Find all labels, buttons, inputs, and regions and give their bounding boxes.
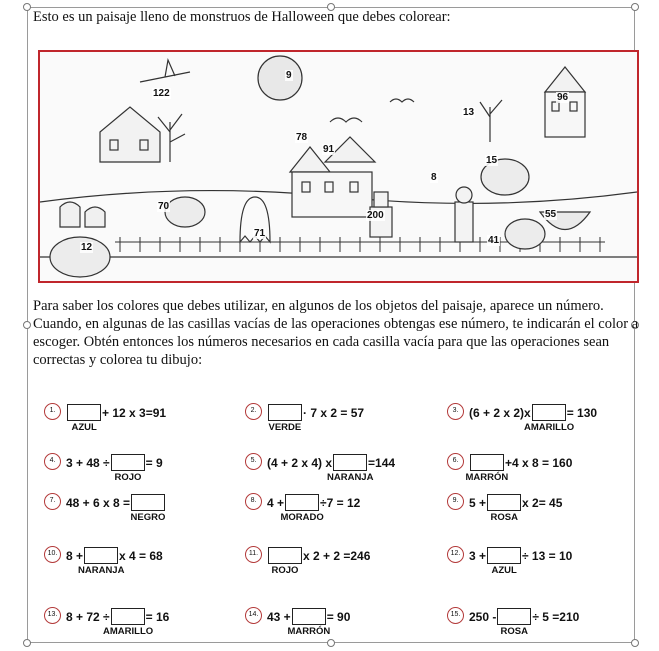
answer-box[interactable] <box>470 454 504 471</box>
operation-number-badge: 6. <box>447 453 464 470</box>
answer-box[interactable] <box>532 404 566 421</box>
color-label: ROSA <box>500 626 528 637</box>
answer-box[interactable] <box>111 454 145 471</box>
picture-number: 200 <box>367 210 384 221</box>
answer-box[interactable] <box>487 494 521 511</box>
picture-number: 9 <box>286 70 292 81</box>
operation-right-text: = 9 <box>145 455 163 470</box>
operation-left-text: 250 - <box>469 609 497 624</box>
operation-number-badge: 4. <box>44 453 61 470</box>
operation-expression <box>267 494 360 511</box>
operation-number-badge: 7. <box>44 493 61 510</box>
operation-expression <box>469 608 579 625</box>
picture-number: 71 <box>254 228 266 239</box>
color-label: VERDE <box>268 422 302 433</box>
operation-right-text: ÷ 5 =210 <box>532 609 580 624</box>
picture-number: 91 <box>323 144 335 155</box>
intro-text: Esto es un paisaje lleno de monstruos de Halloween que debes colorear: <box>33 9 451 25</box>
color-label: ROJO <box>271 565 299 576</box>
answer-box[interactable] <box>487 547 521 564</box>
operation-number-badge: 14. <box>245 607 262 624</box>
operation-number-badge: 13. <box>44 607 61 624</box>
operation-number-badge: 12. <box>447 546 464 563</box>
color-label: ROSA <box>490 512 518 523</box>
color-label: MARRÓN <box>465 472 509 483</box>
operation-left-text: 8 + <box>66 548 84 563</box>
operation-right-text: x 4 = 68 <box>119 548 163 563</box>
operation-number-badge: 10. <box>44 546 61 563</box>
answer-box[interactable] <box>497 608 531 625</box>
answer-box[interactable] <box>292 608 326 625</box>
operation-expression <box>469 454 572 471</box>
operation-expression <box>267 547 370 564</box>
picture-number: 78 <box>296 132 308 143</box>
picture-number: 8 <box>431 172 437 183</box>
operation-left-text: 5 + <box>469 495 487 510</box>
operation-left-text: (6 + 2 x 2)x <box>469 405 531 420</box>
color-label: AMARILLO <box>103 626 154 637</box>
resize-handle-bottom-right[interactable] <box>631 639 639 647</box>
operation-right-text: = 90 <box>326 609 351 624</box>
picture-number: 122 <box>153 88 170 99</box>
operation-expression <box>469 404 597 421</box>
operation-left-text: 3 + <box>469 548 487 563</box>
answer-box[interactable] <box>84 547 118 564</box>
resize-handle-left[interactable] <box>23 321 31 329</box>
operation-expression <box>66 454 163 471</box>
operation-number-badge: 15. <box>447 607 464 624</box>
operation-right-text: = 16 <box>145 609 170 624</box>
color-label: AMARILLO <box>524 422 575 433</box>
operation-expression <box>267 608 350 625</box>
answer-box[interactable] <box>111 608 145 625</box>
picture-number: 70 <box>158 201 170 212</box>
answer-box[interactable] <box>285 494 319 511</box>
halloween-landscape-drawing <box>40 52 637 281</box>
operation-right-text: +4 x 8 = 160 <box>505 455 573 470</box>
operation-left-text: 43 + <box>267 609 291 624</box>
color-label: NARANJA <box>327 472 374 483</box>
resize-handle-top-left[interactable] <box>23 3 31 11</box>
picture-number: 96 <box>557 92 569 103</box>
operation-number-badge: 3. <box>447 403 464 420</box>
operation-right-text: ÷7 = 12 <box>320 495 361 510</box>
operation-left-text: 4 + <box>267 495 285 510</box>
operation-expression <box>66 494 166 511</box>
instructions-text: Para saber los colores que debes utilizar, en algunos de los objetos del paisaje, aparece un número. Cuando, en algunas de las casillas vacías de las operaciones obtengas ese número, te indicarán el color a escoger. Obtén entonces los números necesarios en cada casilla vacía para que las operaciones sean correctas y colorea tu dibujo: <box>33 298 639 368</box>
answer-box[interactable] <box>131 494 165 511</box>
resize-handle-bottom[interactable] <box>327 639 335 647</box>
operation-expression <box>66 608 169 625</box>
operation-number-badge: 2. <box>245 403 262 420</box>
color-label: NARANJA <box>78 565 125 576</box>
picture-number: 41 <box>488 235 500 246</box>
answer-box[interactable] <box>333 454 367 471</box>
picture-number: 15 <box>486 155 498 166</box>
operation-number-badge: 1. <box>44 403 61 420</box>
operation-right-text: + 12 x 3=91 <box>102 405 167 420</box>
operation-left-text: 8 + 72 ÷ <box>66 609 110 624</box>
answer-box[interactable] <box>67 404 101 421</box>
picture-number: 55 <box>545 209 557 220</box>
answer-box[interactable] <box>268 404 302 421</box>
picture-number: 12 <box>81 242 93 253</box>
operation-left-text: 3 + 48 ÷ <box>66 455 110 470</box>
operation-right-text: ÷ 13 = 10 <box>522 548 573 563</box>
operation-right-text: x 2= 45 <box>522 495 563 510</box>
operation-right-text: · 7 x 2 = 57 <box>303 405 365 420</box>
color-label: AZUL <box>71 422 97 433</box>
operation-expression <box>267 404 364 421</box>
color-label: MARRÓN <box>287 626 331 637</box>
operation-number-badge: 5. <box>245 453 262 470</box>
answer-box[interactable] <box>268 547 302 564</box>
color-label: ROJO <box>114 472 142 483</box>
operation-left-text: 48 + 6 x 8 = <box>66 495 131 510</box>
operation-expression <box>66 547 163 564</box>
operation-expression <box>66 404 166 421</box>
operation-expression <box>267 454 395 471</box>
operation-left-text: (4 + 2 x 4) x <box>267 455 333 470</box>
operation-right-text: =144 <box>368 455 396 470</box>
operation-number-badge: 8. <box>245 493 262 510</box>
color-label: AZUL <box>491 565 517 576</box>
halloween-coloring-picture <box>38 50 639 283</box>
picture-number: 13 <box>463 107 475 118</box>
operation-right-text: = 130 <box>566 405 598 420</box>
color-label: MORADO <box>280 512 324 523</box>
resize-handle-bottom-left[interactable] <box>23 639 31 647</box>
operation-expression <box>469 494 562 511</box>
operation-right-text: x 2 + 2 =246 <box>303 548 371 563</box>
operation-number-badge: 11. <box>245 546 262 563</box>
color-label: NEGRO <box>130 512 166 523</box>
operation-number-badge: 9. <box>447 493 464 510</box>
operation-expression <box>469 547 572 564</box>
